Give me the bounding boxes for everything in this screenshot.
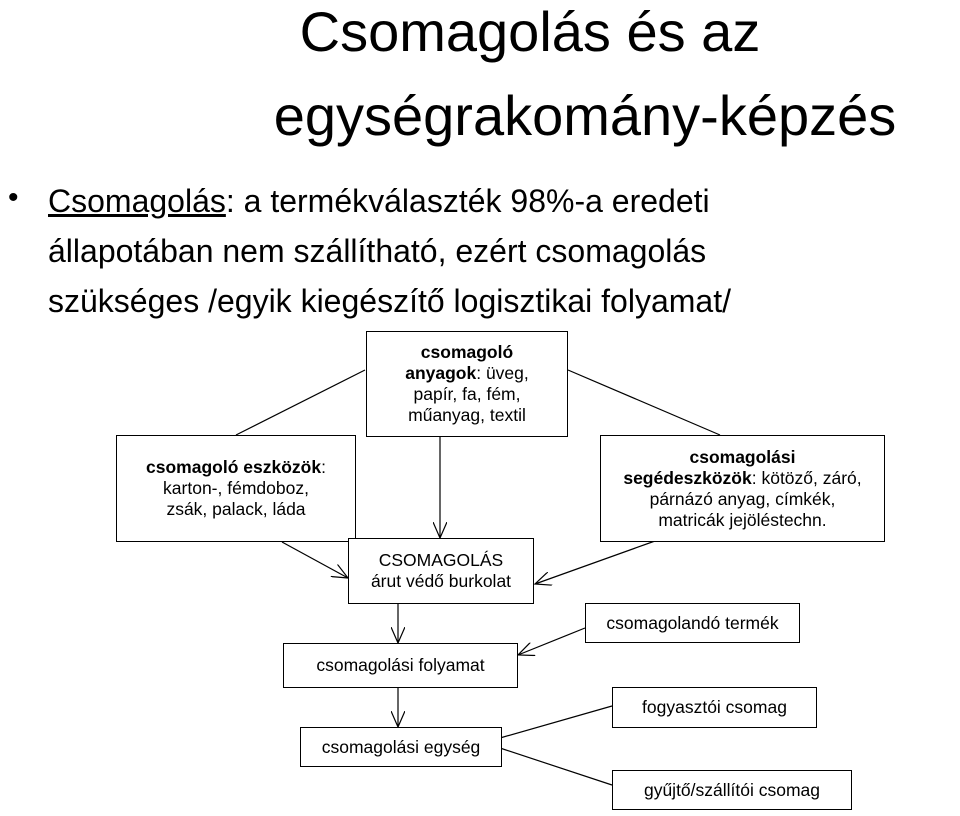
box-csomagolasi-segedeszkozok — [600, 435, 885, 542]
box-csomagolasi-egyseg — [300, 727, 502, 767]
box-csomagolas — [348, 538, 534, 604]
box-csomagolando-termek — [585, 603, 800, 643]
arrow-egyseg-fogyasztoi — [500, 706, 612, 738]
arrow-segedeszkozok-csomagolas — [535, 541, 655, 584]
segedeszkozok-line2-bold: segédeszközök — [623, 467, 752, 488]
bullet-term: Csomagolás — [48, 183, 226, 219]
segedeszkozok-line1: csomagolási — [689, 446, 796, 467]
anyagok-line4: műanyag, textil — [408, 405, 526, 425]
arrow-termek-folyamat — [518, 628, 585, 655]
segedeszkozok-line3: párnázó anyag, címkék, — [649, 488, 836, 509]
segedeszkozok-line4: matricák jejöléstechn. — [658, 509, 827, 530]
box-fogyasztoi-csomag — [612, 687, 817, 728]
folyamat-label: csomagolási folyamat — [316, 655, 485, 675]
anyagok-line3: papír, fa, fém, — [413, 384, 521, 404]
eszkozok-line2: karton-, fémdoboz, — [163, 478, 309, 498]
title-line-1: Csomagolás és az — [299, 0, 761, 63]
eszkozok-line3: zsák, palack, láda — [166, 499, 306, 519]
fogyasztoi-label: fogyasztói csomag — [642, 697, 787, 717]
connector-anyagok-segedeszkozok — [568, 370, 720, 435]
box-csomagolo-eszkozok — [116, 435, 356, 542]
title-line-2: egységrakomány-képzés — [273, 84, 897, 147]
arrow-eszkozok-csomagolas — [282, 542, 348, 578]
anyagok-line1: csomagoló — [420, 342, 514, 362]
termek-label: csomagolandó termék — [606, 612, 779, 633]
csomagolas-line1: CSOMAGOLÁS — [378, 550, 504, 570]
box-gyujto-szallitoi-csomag — [612, 770, 852, 810]
bullet-line2: állapotában nem szállítható, ezért csomagolás — [48, 233, 707, 269]
gyujto-label: gyűjtő/szállítói csomag — [643, 779, 821, 800]
arrow-egyseg-gyujto — [500, 748, 612, 785]
anyagok-line2-bold: anyagok — [405, 363, 477, 383]
box-csomagolo-anyagok — [366, 331, 568, 437]
eszkozok-line1-bold: csomagoló eszközök — [146, 457, 322, 477]
csomagolas-line2: árut védő burkolat — [370, 571, 512, 591]
bullet-dot-icon: • — [8, 181, 19, 214]
egyseg-label: csomagolási egység — [321, 736, 481, 757]
eszkozok-line1-rest: : — [321, 457, 326, 477]
segedeszkozok-line2-rest: : kötöző, záró, — [751, 467, 862, 488]
bullet-line1-rest: : a termékválaszték 98%-a eredeti — [225, 183, 710, 219]
connector-eszkozok-anyagok — [236, 370, 365, 435]
anyagok-line2-rest: : üveg, — [476, 363, 529, 383]
box-csomagolasi-folyamat — [283, 643, 518, 688]
bullet-line3: szükséges /egyik kiegészítő logisztikai folyamat/ — [48, 283, 731, 319]
